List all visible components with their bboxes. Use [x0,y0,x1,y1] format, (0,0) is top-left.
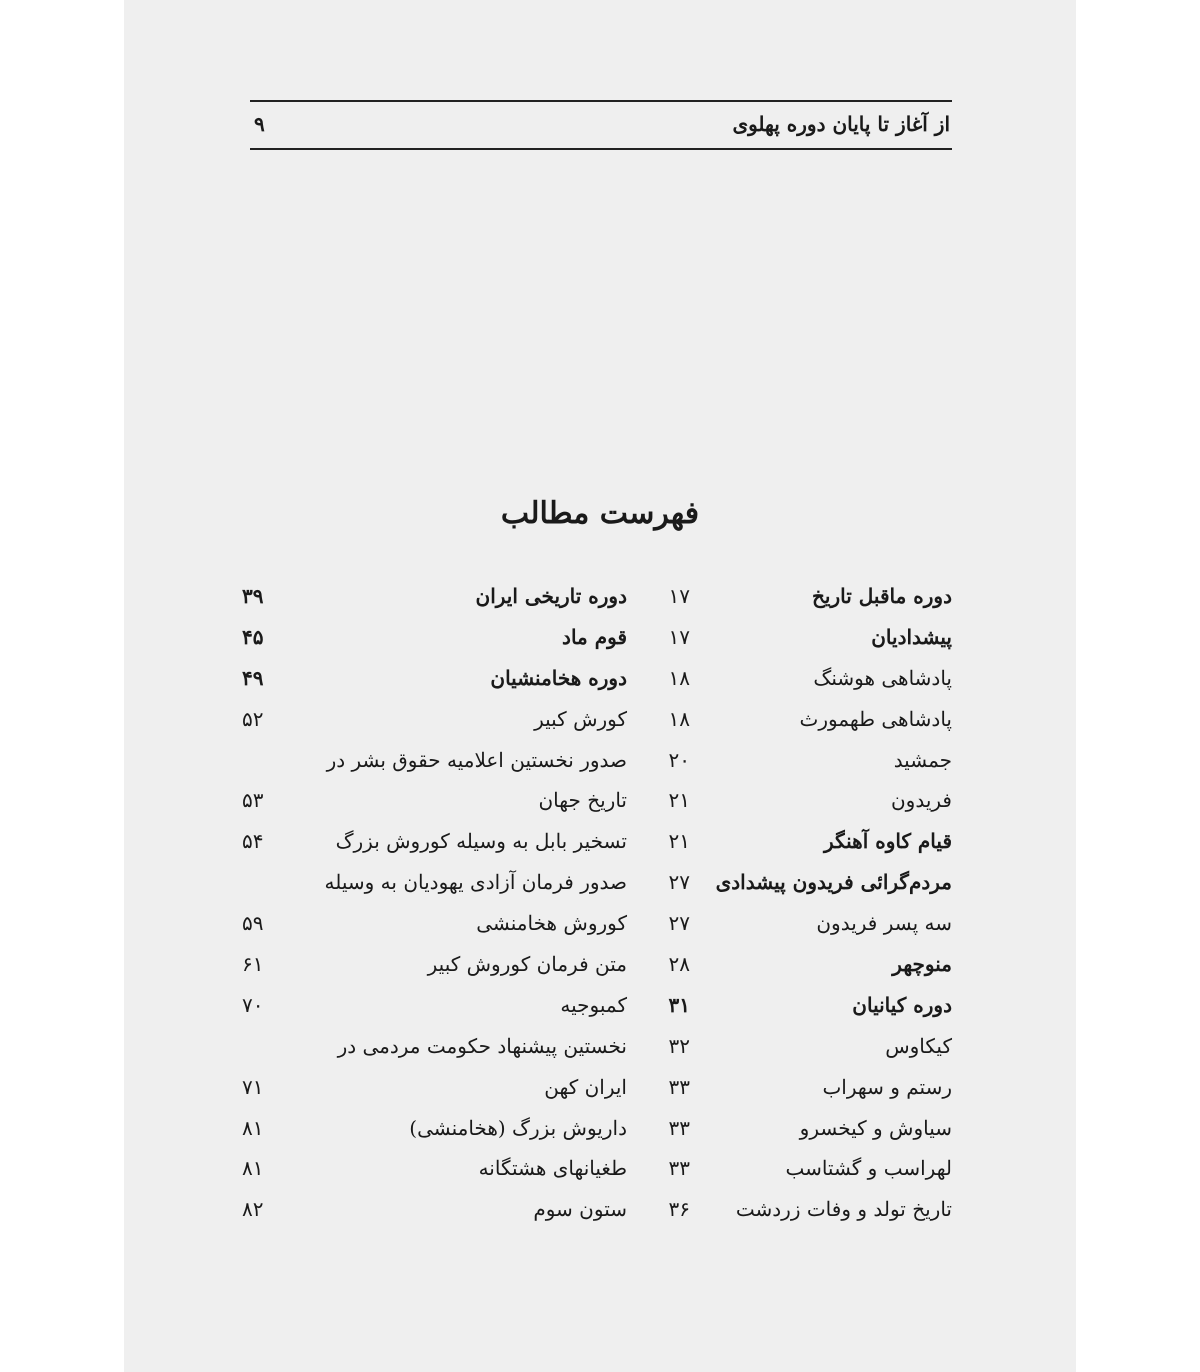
toc-page-number: ۲۷ [668,870,690,895]
toc-entry: نخستین پیشنهاد حکومت مردمی در [337,1033,627,1058]
toc-entry: ستون سوم [533,1197,627,1222]
toc-page-number: ۸۲ [242,1197,264,1222]
toc-entry: کیکاوس [885,1033,952,1058]
toc-row [242,744,952,785]
toc-page-number: ۳۹ [242,584,264,608]
running-header-title: از آغاز تا پایان دوره پهلوی [732,112,950,136]
toc-row [242,989,952,1030]
toc-page-number: ۱۸ [668,665,690,690]
toc-entry: کمبوجیه [560,992,627,1017]
toc-page-number: ۳۱ [668,992,690,1017]
toc-page-number: ۳۳ [668,1156,690,1181]
toc-entry: منوچهر [892,952,952,977]
toc-entry: دوره تاریخی ایران [475,584,627,608]
toc-page-number: ۳۳ [668,1074,690,1099]
toc-row [242,825,952,866]
toc-entry: قیام کاوه آهنگر [824,829,952,854]
toc-entry: پادشاهی هوشنگ [813,665,952,690]
toc-row [242,1030,952,1071]
toc-page-number: ۶۱ [242,952,264,977]
toc-entry: کوروش هخامنشی [476,911,627,936]
toc-row [242,621,952,662]
running-header [250,100,952,150]
toc-entry: قوم ماد [562,624,627,649]
toc-entry: سیاوش و کیخسرو [799,1115,952,1140]
toc-entry: کورش کبیر [534,706,627,731]
toc-page-number: ۵۳ [242,788,264,813]
toc-row [242,703,952,744]
toc-row [242,1071,952,1112]
toc-entry: تاریخ تولد و وفات زردشت [735,1197,952,1222]
toc-row [242,662,952,703]
toc-entry: صدور فرمان آزادی یهودیان به وسیله [324,870,627,895]
toc-entry: تاریخ جهان [538,788,627,813]
toc-row [242,1193,952,1234]
toc-entry: سه پسر فریدون [816,911,952,936]
toc-entry: مردم‌گرائی فریدون پیشدادی [715,870,952,895]
toc-entry: تسخیر بابل به وسیله کوروش بزرگ [335,829,627,854]
toc-page-number: ۷۱ [242,1074,264,1099]
toc-entry: رستم و سهراب [822,1074,952,1099]
toc-entry: لهراسب و گشتاسب [785,1156,952,1181]
toc-entry: دوره هخامنشیان [490,665,627,690]
toc-page-number: ۲۱ [668,829,690,854]
toc-page-number: ۳۳ [668,1115,690,1140]
toc-row [242,580,952,621]
toc-page-number: ۵۴ [242,829,264,854]
toc-page-number: ۲۰ [668,747,690,772]
page-number: ۹ [254,112,265,136]
toc-page-number: ۵۲ [242,706,264,731]
toc-page-number: ۳۶ [668,1197,690,1222]
toc-page-number: ۵۹ [242,911,264,936]
toc-entry: طغیانهای هشتگانه [478,1156,627,1181]
toc-page-number: ۳۲ [668,1033,690,1058]
toc-page-number: ۲۸ [668,952,690,977]
toc-row [242,948,952,989]
toc-page-number: ۸۱ [242,1156,264,1181]
toc-page-number: ۱۷ [668,624,690,649]
toc-page-number: ۸۱ [242,1115,264,1140]
toc-page-number: ۱۷ [668,584,690,608]
toc-page-number: ۱۸ [668,706,690,731]
book-page [124,0,1076,1372]
toc-entry: فریدون [890,788,952,813]
toc-entry: داریوش بزرگ (هخامنشی) [409,1115,627,1140]
toc-heading: فهرست مطالب [500,496,700,531]
toc-entry: جمشید [893,747,952,772]
toc-row [242,866,952,907]
toc-entry: صدور نخستین اعلامیه حقوق بشر در [326,747,627,772]
toc-page-number: ۷۰ [242,992,264,1017]
toc-entry: پیشدادیان [871,624,952,649]
toc-page-number: ۴۹ [242,665,264,690]
toc-entry: ایران کهن [544,1074,627,1099]
toc-page-number: ۲۱ [668,788,690,813]
toc-entry: پادشاهی طهمورث [799,706,952,731]
toc-row [242,784,952,825]
toc-page-number: ۴۵ [242,624,264,649]
table-of-contents [242,580,952,1234]
toc-page-number: ۲۷ [668,911,690,936]
toc-row [242,1112,952,1153]
toc-entry: دوره ماقبل تاریخ [812,584,952,608]
toc-row [242,907,952,948]
toc-row [242,1152,952,1193]
toc-entry: متن فرمان کوروش کبیر [427,952,627,977]
toc-entry: دوره کیانیان [852,992,952,1017]
